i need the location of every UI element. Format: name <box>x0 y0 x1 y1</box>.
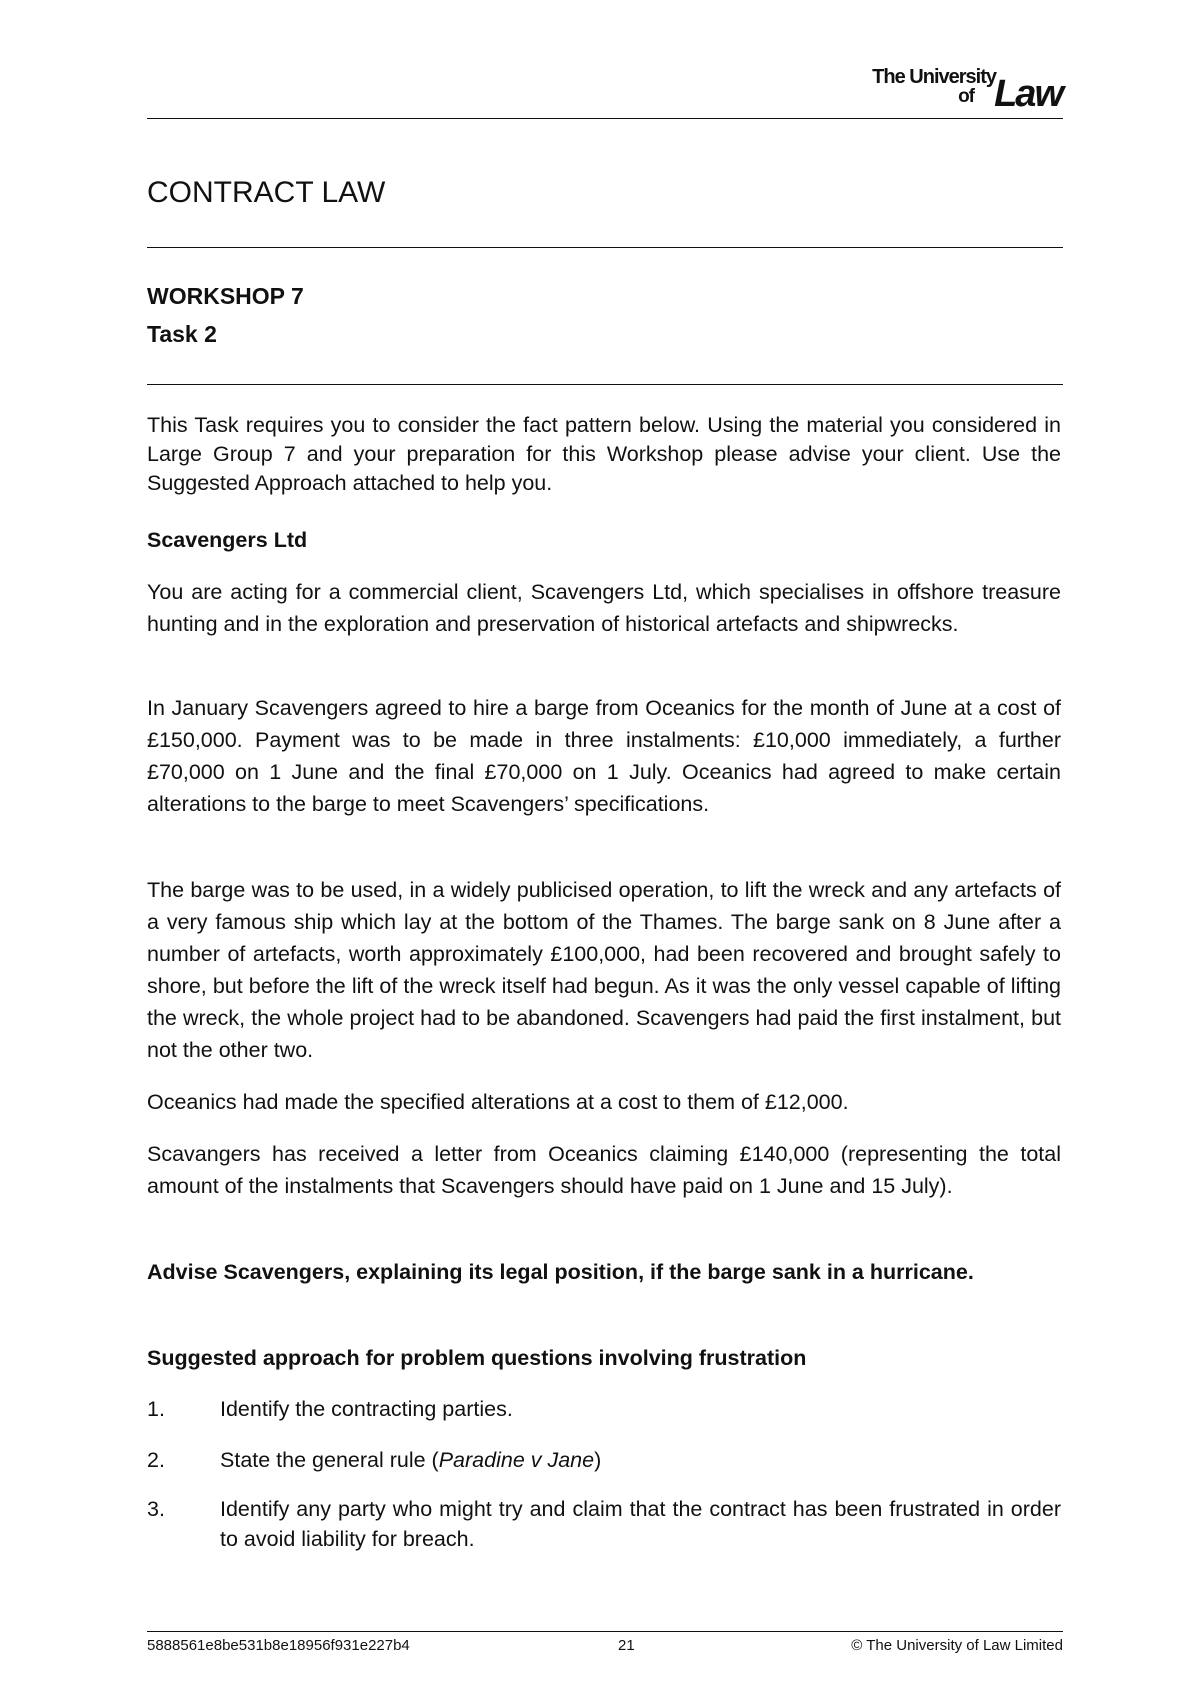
case-heading: Scavengers Ltd <box>147 528 308 552</box>
workshop-heading: WORKSHOP 7 <box>147 283 304 309</box>
task-divider <box>147 384 1063 385</box>
case-paragraph-1: You are acting for a commercial client, Scavengers Ltd, which specialises in offshore treasure hunting and in the exploration and preservation of historical artefacts and shipwrecks. <box>147 580 1061 636</box>
logo-law: Law <box>994 73 1062 115</box>
logo-line1: The University <box>872 66 996 88</box>
footer-page-number: 21 <box>618 1637 635 1654</box>
university-logo <box>842 66 1062 115</box>
case-paragraph-4: Oceanics had made the specified alterations at a cost to them of £12,000. <box>147 1090 849 1114</box>
task-heading: Task 2 <box>147 321 217 347</box>
question-paragraph: Advise Scavengers, explaining its legal position, if the barge sank in a hurricane. <box>147 1260 974 1284</box>
case-paragraph-3: The barge was to be used, in a widely publicised operation, to lift the wreck and any artefacts of a very famous ship which lay at the bottom of the Thames. The barge sank on 8 June after a number of artefacts, worth approximately £100,000, had been recovered and brought safely to shore, but before the lift of the wreck itself had begun. As it was the only vessel capable of lifting the wreck, the whole project had to be abandoned. Scavengers had paid the first instalment, but not the other two. <box>147 878 1061 1062</box>
title-divider <box>147 247 1063 248</box>
list-item <box>147 1445 1061 1475</box>
case-paragraph-2: In January Scavengers agreed to hire a barge from Oceanics for the month of June at a cost of £150,000. Payment was to be made in three instalments: £10,000 immediately, a further £70,000 on 1 June and the final £70,000 on 1 July. Oceanics had agreed to make certain alterations to the barge to meet Scavengers’ specifications. <box>147 696 1061 816</box>
footer-doc-id: 5888561e8be531b8e18956f931e227b4 <box>147 1637 410 1654</box>
list-text: Identify the contracting parties. <box>220 1397 513 1421</box>
list-text: Identify any party who might try and claim that the contract has been frustrated in order to avoid liability for breach. <box>220 1497 1061 1551</box>
case-citation: Paradine v Jane <box>438 1448 595 1472</box>
list-number: 3. <box>147 1497 165 1521</box>
case-paragraph-5: Scavangers has received a letter from Oceanics claiming £140,000 (representing the total amount of the instalments that Scavengers should have paid on 1 June and 15 July). <box>147 1142 1061 1198</box>
list-number: 1. <box>147 1397 165 1421</box>
list-number: 2. <box>147 1448 165 1472</box>
logo-of: of <box>958 86 974 107</box>
page-title: CONTRACT LAW <box>147 176 386 209</box>
header-divider <box>147 118 1063 119</box>
footer-divider <box>147 1631 1063 1632</box>
intro-paragraph: This Task requires you to consider the fact pattern below. Using the material you considered in Large Group 7 and your preparation for this Workshop please advise your client. Use the Suggested Approach attached to help you. <box>147 413 1061 495</box>
approach-heading: Suggested approach for problem questions involving frustration <box>147 1346 807 1370</box>
footer-copyright: © The University of Law Limited <box>851 1637 1063 1654</box>
list-item <box>147 1494 1061 1554</box>
list-text: State the general rule (Paradine v Jane) <box>220 1448 602 1472</box>
list-item <box>147 1394 1061 1424</box>
